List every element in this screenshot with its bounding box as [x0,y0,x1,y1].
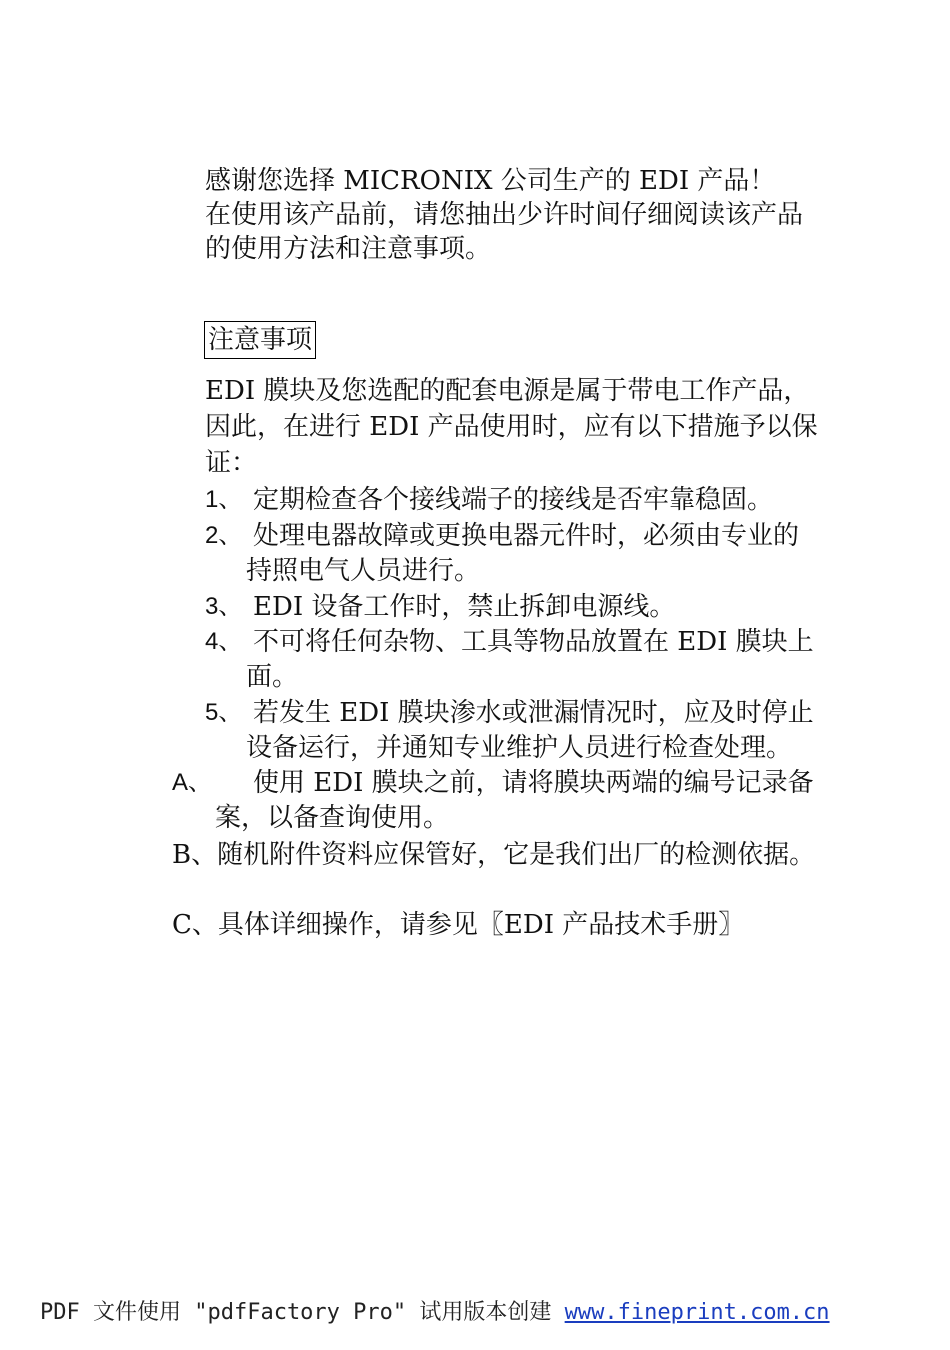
list-item-text: 不可将任何杂物、工具等物品放置在 EDI 膜块上 [253,627,814,657]
list-item-number: 1、 [205,486,243,513]
note-a-text: 使用 EDI 膜块之前，请将膜块两端的编号记录备 [253,768,814,798]
pdf-footer [40,1298,830,1328]
note-a-label: A、 [172,769,213,796]
notice-heading: 注意事项 [204,321,316,359]
note-a-text-continued: 案，以备查询使用。 [215,803,450,833]
list-item-text: 若发生 EDI 膜块渗水或泄漏情况时，应及时停止 [253,698,814,728]
fineprint-link[interactable]: www.fineprint.com.cn [564,1300,830,1325]
note-c-text: C、具体详细操作，请参见〖EDI 产品技术手册〗 [172,910,745,940]
list-item-number: 2、 [205,522,243,549]
notice-paragraph-line-2: 因此，在进行 EDI 产品使用时，应有以下措施予以保 [205,412,818,442]
intro-line-1: 感谢您选择 MICRONIX 公司生产的 EDI 产品！ [205,166,776,196]
intro-line-2: 在使用该产品前，请您抽出少许时间仔细阅读该产品 [205,200,804,230]
list-item-text: EDI 设备工作时，禁止拆卸电源线。 [253,592,676,622]
notice-paragraph-line-1: EDI 膜块及您选配的配套电源是属于带电工作产品， [205,376,810,406]
list-item-text: 处理电器故障或更换电器元件时，必须由专业的 [253,521,800,551]
intro-line-3: 的使用方法和注意事项。 [205,234,492,264]
footer-text: PDF 文件使用 "pdfFactory Pro" 试用版本创建 [40,1300,565,1325]
list-item-number: 4、 [205,628,243,655]
list-item-number: 3、 [205,593,243,620]
notice-paragraph-line-3: 证： [205,448,258,478]
list-item-text: 定期检查各个接线端子的接线是否牢靠稳固。 [253,485,774,515]
list-item-text-continued: 面。 [246,662,299,692]
list-item-number: 5、 [205,699,243,726]
list-item-text-continued: 持照电气人员进行。 [246,556,481,586]
note-b-text: B、随机附件资料应保管好，它是我们出厂的检测依据。 [172,840,816,870]
list-item-text-continued: 设备运行，并通知专业维护人员进行检查处理。 [246,733,793,763]
